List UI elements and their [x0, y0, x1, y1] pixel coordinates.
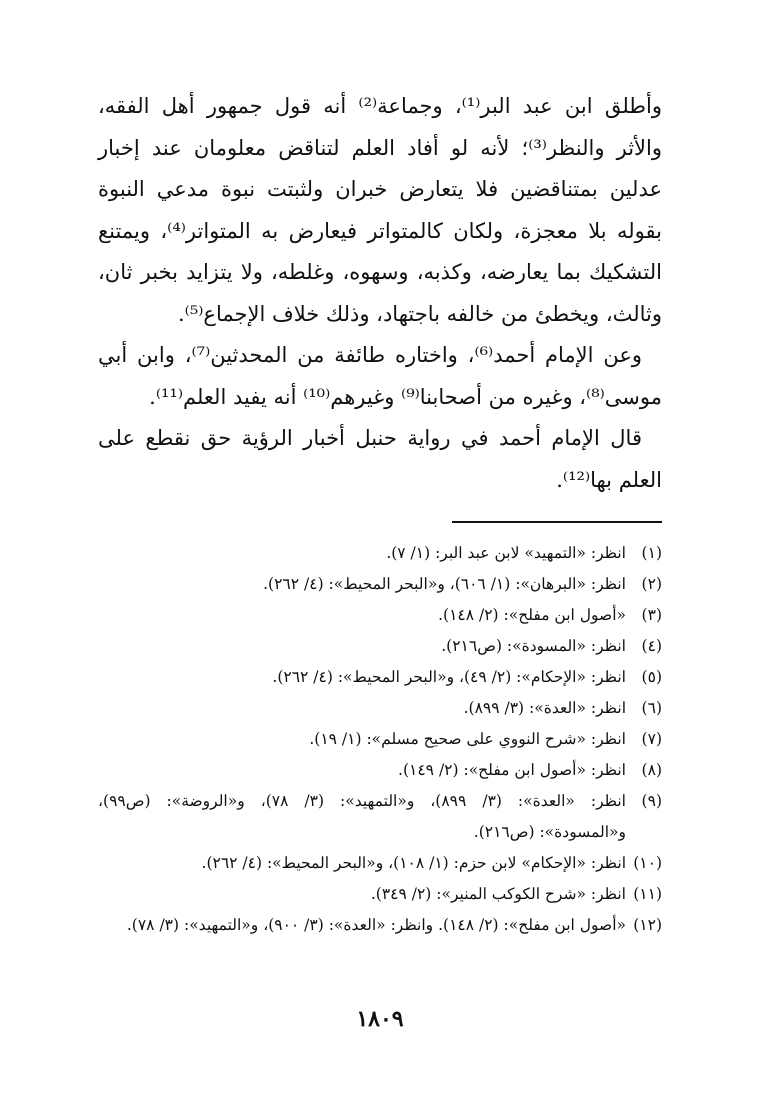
footnote — [98, 631, 662, 662]
footnote-text: انظر: «البرهان»: (١/ ٦٠٦)، و«البحر المحيط»: (٤/ ٢٦٢). — [263, 575, 626, 593]
footnote — [98, 755, 662, 786]
footnote-text: «أصول ابن مفلح»: (٢/ ١٤٨). — [438, 606, 626, 624]
footnote-number: (٤) — [641, 637, 662, 655]
footnote — [98, 848, 662, 879]
footnote-number: (٢) — [641, 575, 662, 593]
footnote-number: (١٠) — [633, 854, 662, 872]
footnote — [98, 910, 662, 941]
paragraph-1: وأطلق ابن عبد البر⁽¹⁾، وجماعة⁽²⁾ أنه قول جمهور أهل الفقه، والأثر والنظر⁽³⁾؛ لأنه لو أفاد العلم لتناقض معلومان عند إخبار عدلين بمتناقضين فلا يتعارض خبران ولثبتت نبوة مدعي النبوة بقوله بلا معجزة، ولكان كالمتواتر فيعارض به المتواتر⁽⁴⁾، ويمتنع التشكيك بما يعارضه، وكذبه، وسهوه، وغلطه، ولا يتزايد بخبر ثان، وثالث، ويخطئ من خالفه باجتهاد، وذلك خلاف الإجماع⁽⁵⁾. — [98, 94, 662, 326]
footnote-text: انظر: «التمهيد» لابن عبد البر: (١/ ٧). — [386, 544, 626, 562]
footnote-number: (٨) — [641, 761, 662, 779]
paragraph-2: وعن الإمام أحمد⁽⁶⁾، واختاره طائفة من المحدثين⁽⁷⁾، وابن أبي موسى⁽⁸⁾، وغيره من أصحابنا⁽⁹⁾ وغيرهم⁽¹⁰⁾ أنه يفيد العلم⁽¹¹⁾. — [98, 343, 662, 409]
footnote-text: انظر: «الإحكام»: (٢/ ٤٩)، و«البحر المحيط»: (٤/ ٢٦٢). — [272, 668, 626, 686]
footnote-text: «أصول ابن مفلح»: (٢/ ١٤٨). وانظر: «العدة»: (٣/ ٩٠٠)، و«التمهيد»: (٣/ ٧٨). — [126, 916, 626, 934]
footnotes — [98, 538, 662, 941]
footnote-number: (١) — [641, 544, 662, 562]
footnote — [98, 786, 662, 848]
footnote-text: انظر: «أصول ابن مفلح»: (٢/ ١٤٩). — [398, 761, 626, 779]
footnote — [98, 569, 662, 600]
footnote — [98, 662, 662, 693]
footnote — [98, 538, 662, 569]
footnote — [98, 600, 662, 631]
footnote — [98, 879, 662, 910]
paragraph-3: قال الإمام أحمد في رواية حنبل أخبار الرؤية حق نقطع على العلم بها⁽¹²⁾. — [98, 426, 662, 492]
main-text — [98, 86, 662, 501]
footnote-number: (٦) — [641, 699, 662, 717]
footnote — [98, 693, 662, 724]
footnote-number: (٣) — [641, 606, 662, 624]
footnote-text: انظر: «العدة»: (٣/ ٨٩٩)، و«التمهيد»: (٣/ ٧٨)، و«الروضة»: (ص٩٩)، و«المسودة»: (ص٢١٦). — [98, 792, 626, 841]
footnote-text: انظر: «العدة»: (٣/ ٨٩٩). — [463, 699, 626, 717]
footnote-number: (٧) — [641, 730, 662, 748]
footnote-text: انظر: «شرح الكوكب المنير»: (٢/ ٣٤٩). — [370, 885, 626, 903]
footnote-text: انظر: «المسودة»: (ص٢١٦). — [441, 637, 626, 655]
footnote-text: انظر: «شرح النووي على صحيح مسلم»: (١/ ١٩). — [309, 730, 626, 748]
page-number: ١٨٠٩ — [356, 1006, 404, 1032]
footnote-number: (١١) — [633, 885, 662, 903]
footnote — [98, 724, 662, 755]
footnote-number: (٥) — [641, 668, 662, 686]
footnote-text: انظر: «الإحكام» لابن حزم: (١/ ١٠٨)، و«البحر المحيط»: (٤/ ٢٦٢). — [201, 854, 626, 872]
footnote-number: (١٢) — [633, 916, 662, 934]
footnote-number: (٩) — [641, 792, 662, 810]
footnote-divider — [452, 521, 662, 523]
